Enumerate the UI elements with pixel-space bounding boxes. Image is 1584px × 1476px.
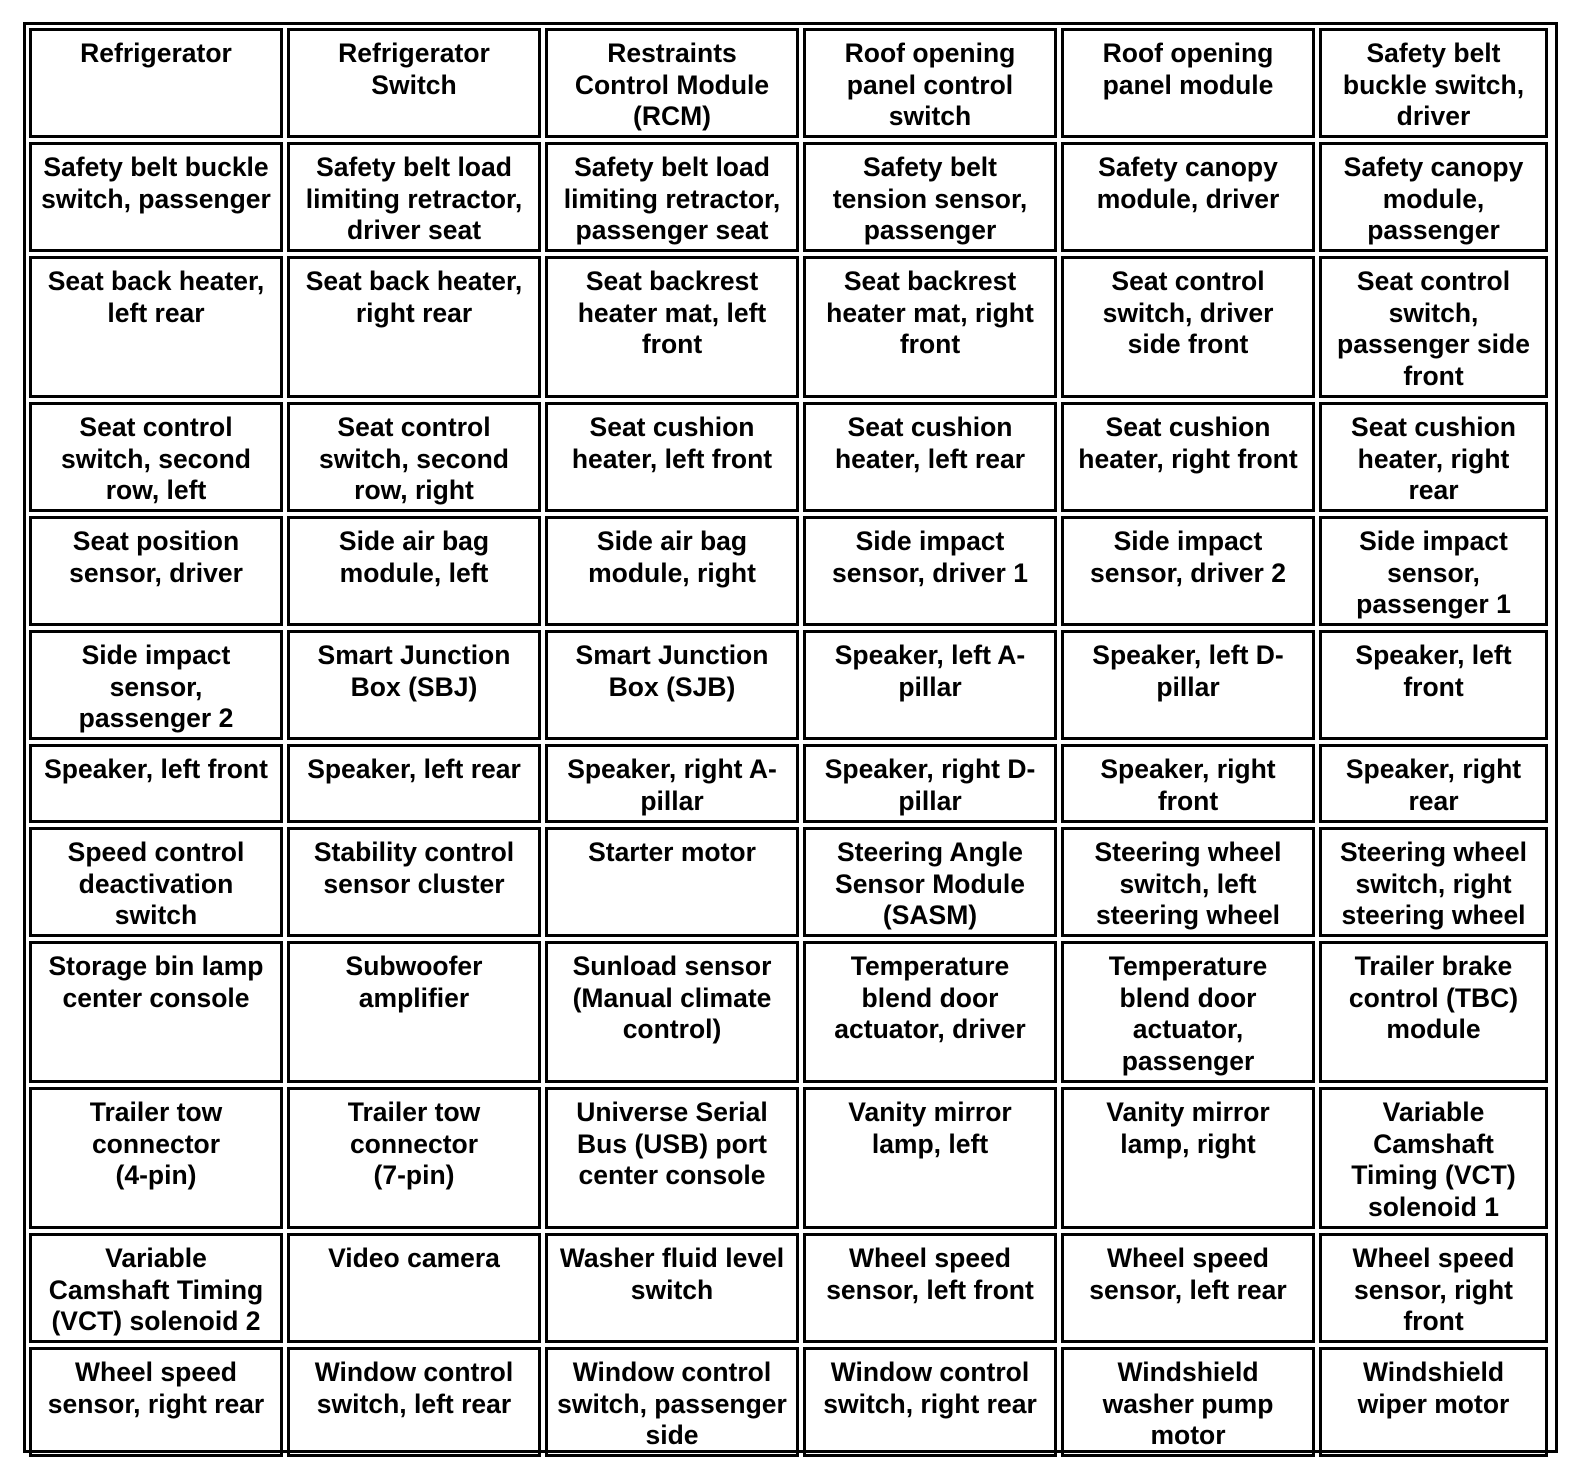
table-cell: Safety belt buckle switch, passenger: [29, 142, 283, 252]
table-cell: Refrigerator: [29, 28, 283, 138]
table-cell: Safety canopy module, passenger: [1319, 142, 1548, 252]
table-cell: Seat backrest heater mat, left front: [545, 256, 799, 398]
table-cell: Seat cushion heater, left front: [545, 402, 799, 512]
table-cell: Universe Serial Bus (USB) port center console: [545, 1087, 799, 1229]
table-cell: Temperature blend door actuator, passenger: [1061, 941, 1315, 1083]
table-cell: Trailer brake control (TBC) module: [1319, 941, 1548, 1083]
table-cell: Seat cushion heater, left rear: [803, 402, 1057, 512]
table-cell: Smart Junction Box (SJB): [545, 630, 799, 740]
table-cell: Window control switch, right rear: [803, 1347, 1057, 1457]
table-cell: Sunload sensor (Manual climate control): [545, 941, 799, 1083]
table-cell: Side air bag module, right: [545, 516, 799, 626]
table-cell: Refrigerator Switch: [287, 28, 541, 138]
table-cell: Safety belt load limiting retractor, driver seat: [287, 142, 541, 252]
table-cell: Storage bin lamp center console: [29, 941, 283, 1083]
table-cell: Seat control switch, passenger side front: [1319, 256, 1548, 398]
table-cell: Seat position sensor, driver: [29, 516, 283, 626]
table-cell: Wheel speed sensor, right front: [1319, 1233, 1548, 1343]
table-cell: Stability control sensor cluster: [287, 827, 541, 937]
table-cell: Trailer tow connector (7-pin): [287, 1087, 541, 1229]
table-cell: Seat control switch, driver side front: [1061, 256, 1315, 398]
table-cell: Wheel speed sensor, left rear: [1061, 1233, 1315, 1343]
table-cell: Seat cushion heater, right rear: [1319, 402, 1548, 512]
table-cell: Speaker, left rear: [287, 744, 541, 823]
table-cell: Seat cushion heater, right front: [1061, 402, 1315, 512]
table-cell: Speaker, right front: [1061, 744, 1315, 823]
table-cell: Washer fluid level switch: [545, 1233, 799, 1343]
table-cell: Seat control switch, second row, right: [287, 402, 541, 512]
table-cell: Safety belt load limiting retractor, passenger seat: [545, 142, 799, 252]
table-cell: Side impact sensor, passenger 1: [1319, 516, 1548, 626]
table-cell: Video camera: [287, 1233, 541, 1343]
table-cell: Steering wheel switch, right steering wheel: [1319, 827, 1548, 937]
table-cell: Trailer tow connector (4-pin): [29, 1087, 283, 1229]
table-cell: Window control switch, left rear: [287, 1347, 541, 1457]
table-cell: Subwoofer amplifier: [287, 941, 541, 1083]
table-cell: Speaker, right A- pillar: [545, 744, 799, 823]
table-cell: Safety belt buckle switch, driver: [1319, 28, 1548, 138]
table-cell: Roof opening panel module: [1061, 28, 1315, 138]
table-cell: Speaker, left front: [1319, 630, 1548, 740]
table-cell: Steering Angle Sensor Module (SASM): [803, 827, 1057, 937]
table-cell: Seat backrest heater mat, right front: [803, 256, 1057, 398]
table-cell: Steering wheel switch, left steering wheel: [1061, 827, 1315, 937]
table-cell: Side impact sensor, passenger 2: [29, 630, 283, 740]
table-cell: Side impact sensor, driver 2: [1061, 516, 1315, 626]
table-cell: Wheel speed sensor, left front: [803, 1233, 1057, 1343]
table-cell: Speed control deactivation switch: [29, 827, 283, 937]
table-cell: Speaker, left front: [29, 744, 283, 823]
table-cell: Wheel speed sensor, right rear: [29, 1347, 283, 1457]
table-cell: Windshield wiper motor: [1319, 1347, 1548, 1457]
component-table: [23, 22, 1558, 1453]
table-cell: Safety canopy module, driver: [1061, 142, 1315, 252]
table-cell: Side impact sensor, driver 1: [803, 516, 1057, 626]
table-cell: Restraints Control Module (RCM): [545, 28, 799, 138]
table-cell: Variable Camshaft Timing (VCT) solenoid 1: [1319, 1087, 1548, 1229]
table-cell: Windshield washer pump motor: [1061, 1347, 1315, 1457]
table-cell: Roof opening panel control switch: [803, 28, 1057, 138]
table-cell: Speaker, right rear: [1319, 744, 1548, 823]
table-cell: Smart Junction Box (SBJ): [287, 630, 541, 740]
table-cell: Side air bag module, left: [287, 516, 541, 626]
table-cell: Seat control switch, second row, left: [29, 402, 283, 512]
table-cell: Seat back heater, right rear: [287, 256, 541, 398]
table-cell: Temperature blend door actuator, driver: [803, 941, 1057, 1083]
table-cell: Seat back heater, left rear: [29, 256, 283, 398]
table-cell: Speaker, right D- pillar: [803, 744, 1057, 823]
table-cell: Window control switch, passenger side: [545, 1347, 799, 1457]
table-cell: Starter motor: [545, 827, 799, 937]
table-cell: Speaker, left D- pillar: [1061, 630, 1315, 740]
table-cell: Vanity mirror lamp, left: [803, 1087, 1057, 1229]
table-cell: Safety belt tension sensor, passenger: [803, 142, 1057, 252]
component-grid: [29, 28, 1552, 1450]
table-cell: Speaker, left A- pillar: [803, 630, 1057, 740]
table-cell: Vanity mirror lamp, right: [1061, 1087, 1315, 1229]
table-cell: Variable Camshaft Timing (VCT) solenoid 2: [29, 1233, 283, 1343]
